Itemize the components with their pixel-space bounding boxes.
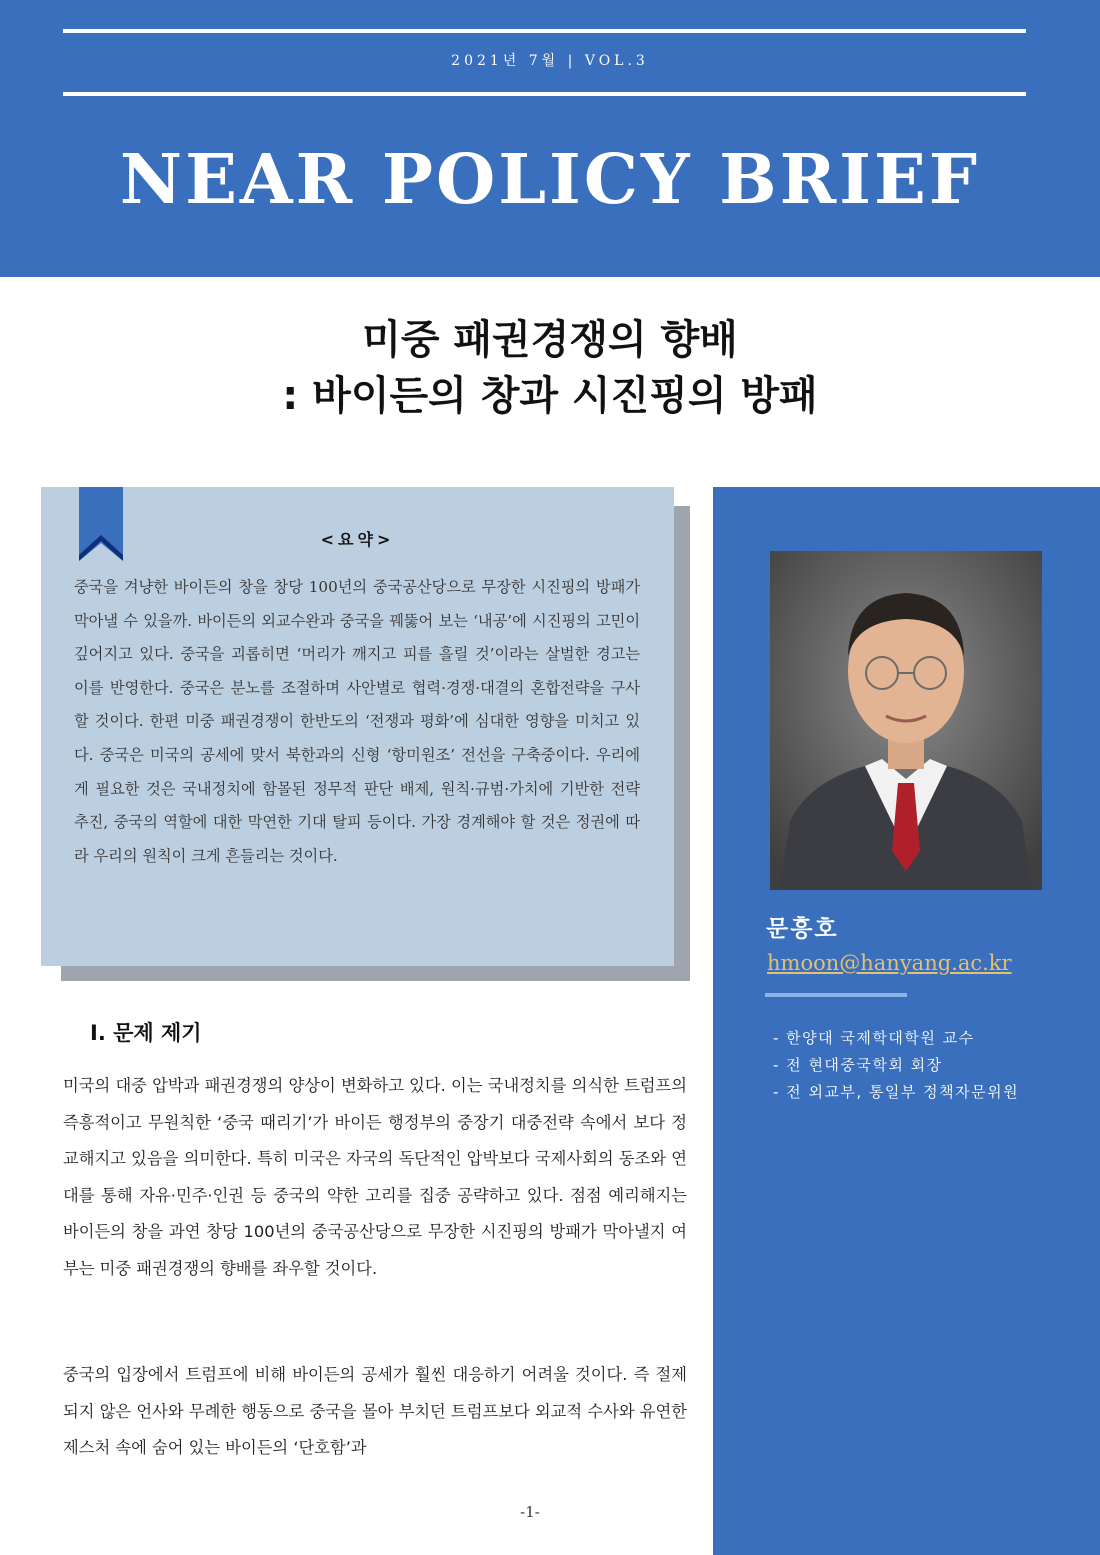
brief-title — [0, 312, 1100, 424]
summary-text: 중국을 겨냥한 바이든의 창을 창당 100년의 중국공산당으로 무장한 시진핑의 방패가 막아낼 수 있을까. 바이든의 외교수완과 중국을 꿰뚫어 보는 ‘내공’에 시진핑의 고민이 깊어지고 있다. 중국을 괴롭히면 ‘머리가 깨지고 피를 흘릴 것’이라는 살벌한 경고는 이를 반영한다. 중국은 분노를 조절하며 사안별로 협력·경쟁·대결의 혼합전략을 구사할 것이다. 한편 미중 패권경쟁이 한반도의 ‘전쟁과 평화’에 심대한 영향을 미치고 있다. 중국은 미국의 공세에 맞서 북한과의 신형 ‘항미원조’ 전선을 구축중이다. 우리에게 필요한 것은 국내정치에 함몰된 정무적 판단 배제, 원칙·규범·가치에 기반한 전략 추진, 중국의 역할에 대한 막연한 기대 탈피 등이다. 가장 경계해야 할 것은 정권에 따라 우리의 원칙이 크게 흔들리는 것이다. — [74, 578, 640, 865]
page-number: -1- — [520, 1503, 540, 1521]
credential-item: - 한양대 국제학대학원 교수 — [773, 1029, 975, 1047]
author-name: 문흥호 — [766, 916, 839, 942]
author-divider — [765, 993, 907, 997]
author-photo — [770, 551, 1042, 890]
author-credentials — [773, 1025, 1019, 1106]
section-heading: I. 문제 제기 — [90, 1021, 202, 1045]
publication-title: NEAR POLICY BRIEF — [119, 140, 981, 220]
brief-title-line1: 미중 패권경쟁의 향배 — [362, 317, 738, 363]
summary-label: <요약> — [320, 530, 395, 549]
body-paragraph: 미국의 대중 압박과 패권경쟁의 양상이 변화하고 있다. 이는 국내정치를 의식한 트럼프의 즉흥적이고 무원칙한 ‘중국 때리기’가 바이든 행정부의 중장기 대중전략 속에서 보다 정교해지고 있음을 의미한다. 특히 미국은 자국의 독단적인 압박보다 국제사회의 동조와 연대를 통해 자유·민주·인권 등 중국의 약한 고리를 집중 공략하고 있다. 점점 예리해지는 바이든의 창을 과연 창당 100년의 중국공산당으로 무장한 시진핑의 방패가 막아낼지 여부는 미중 패권경쟁의 향배를 좌우할 것이다. — [63, 1076, 687, 1278]
credential-item: - 전 외교부, 통일부 정책자문위원 — [773, 1083, 1020, 1101]
header-top-rule — [63, 29, 1026, 33]
header-banner — [0, 0, 1100, 277]
brief-title-line2: : 바이든의 창과 시진핑의 방패 — [282, 373, 818, 419]
issue-date: 2021년 7월 | VOL.3 — [451, 53, 649, 69]
header-bottom-rule — [63, 92, 1026, 96]
author-email-link[interactable]: hmoon@hanyang.ac.kr — [767, 951, 1012, 975]
credential-item: - 전 현대중국학회 회장 — [773, 1056, 943, 1074]
body-paragraph: 중국의 입장에서 트럼프에 비해 바이든의 공세가 훨씬 대응하기 어려울 것이다. 즉 절제되지 않은 언사와 무례한 행동으로 중국을 몰아 부치던 트럼프보다 외교적 수사와 유연한 제스처 속에 숨어 있는 바이든의 ‘단호함’과 — [63, 1365, 687, 1457]
